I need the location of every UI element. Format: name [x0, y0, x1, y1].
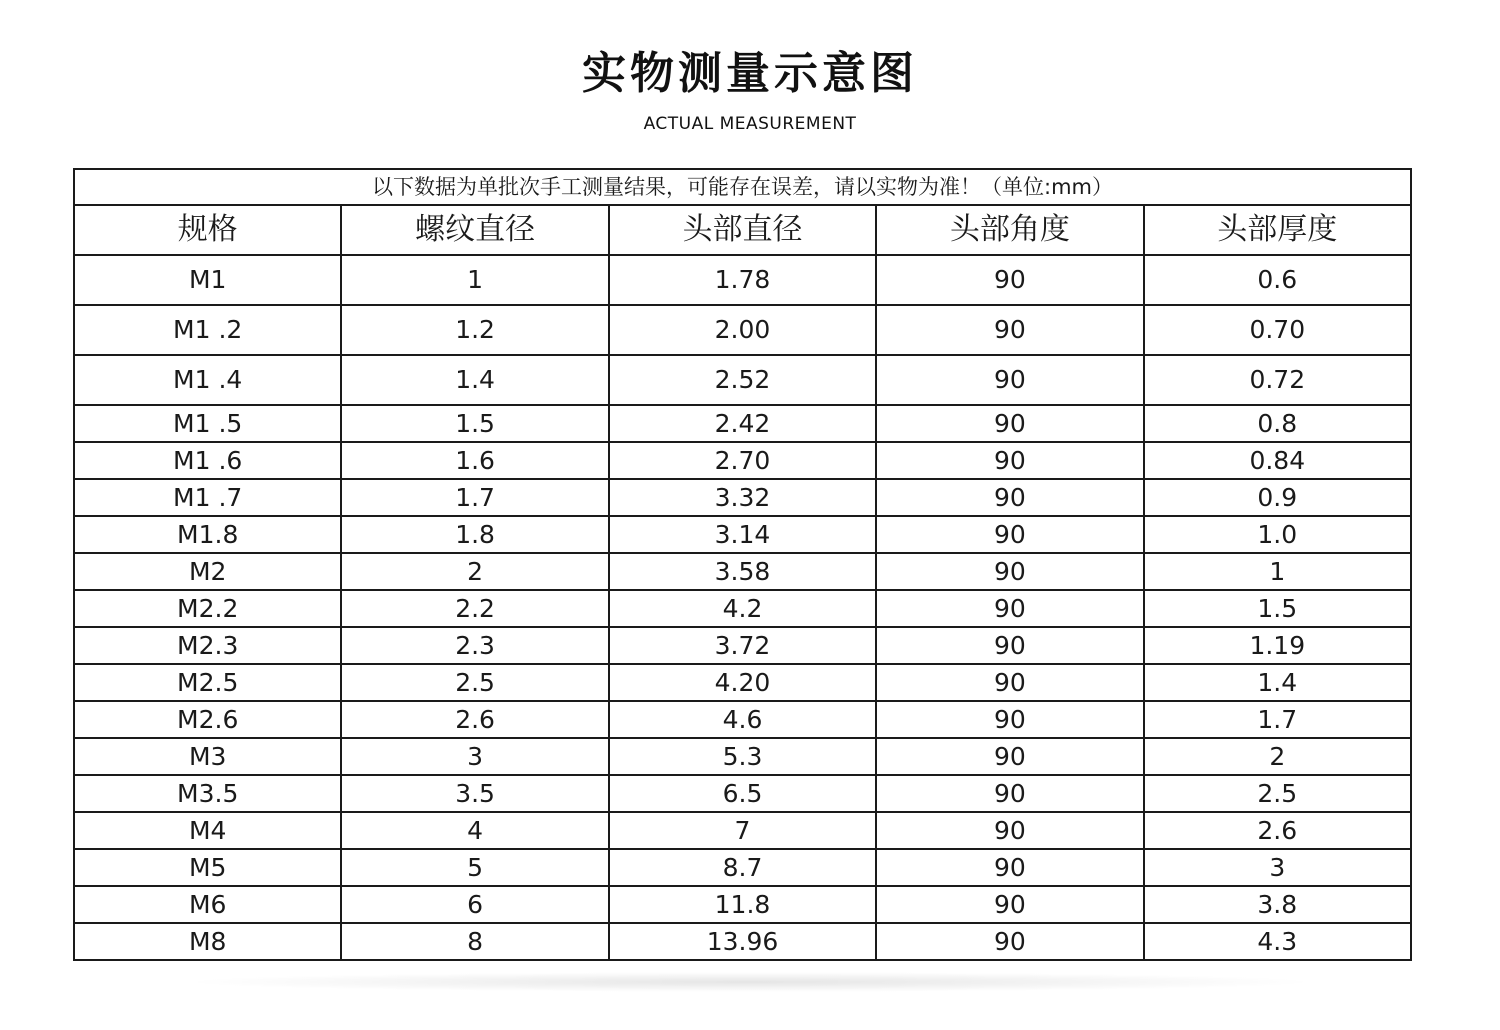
table-row	[74, 442, 1411, 479]
cell-head-thickness: 2.6	[1144, 812, 1411, 849]
cell-head-diameter: 1.78	[609, 255, 876, 305]
cell-head-thickness: 1.0	[1144, 516, 1411, 553]
cell-head-thickness: 1.7	[1144, 701, 1411, 738]
table-row	[74, 553, 1411, 590]
notice-row	[74, 169, 1411, 205]
cell-head-angle: 90	[876, 849, 1143, 886]
cell-head-diameter: 11.8	[609, 886, 876, 923]
cell-thread-diameter: 6	[341, 886, 608, 923]
cell-head-diameter: 8.7	[609, 849, 876, 886]
cell-spec: M6	[74, 886, 341, 923]
cell-spec: M1	[74, 255, 341, 305]
cell-head-angle: 90	[876, 627, 1143, 664]
cell-head-thickness: 2	[1144, 738, 1411, 775]
cell-thread-diameter: 2.2	[341, 590, 608, 627]
table-row	[74, 775, 1411, 812]
table-row	[74, 479, 1411, 516]
cell-head-thickness: 0.9	[1144, 479, 1411, 516]
table-row	[74, 886, 1411, 923]
table-row	[74, 701, 1411, 738]
cell-head-thickness: 1	[1144, 553, 1411, 590]
cell-head-diameter: 3.72	[609, 627, 876, 664]
cell-head-angle: 90	[876, 664, 1143, 701]
cell-head-thickness: 0.8	[1144, 405, 1411, 442]
table-body	[74, 255, 1411, 960]
cell-spec: M3	[74, 738, 341, 775]
cell-thread-diameter: 5	[341, 849, 608, 886]
column-header-thread-diameter: 螺纹直径	[341, 205, 608, 255]
cell-head-thickness: 1.5	[1144, 590, 1411, 627]
cell-spec: M1 .2	[74, 305, 341, 355]
cell-head-angle: 90	[876, 886, 1143, 923]
cell-head-angle: 90	[876, 516, 1143, 553]
column-header-head-diameter: 头部直径	[609, 205, 876, 255]
cell-head-diameter: 5.3	[609, 738, 876, 775]
table-row	[74, 849, 1411, 886]
cell-head-angle: 90	[876, 701, 1143, 738]
table-row	[74, 627, 1411, 664]
cell-thread-diameter: 4	[341, 812, 608, 849]
table-row	[74, 255, 1411, 305]
cell-head-thickness: 2.5	[1144, 775, 1411, 812]
cell-head-angle: 90	[876, 305, 1143, 355]
cell-head-thickness: 0.6	[1144, 255, 1411, 305]
table-row	[74, 405, 1411, 442]
cell-head-thickness: 3	[1144, 849, 1411, 886]
cell-spec: M1 .7	[74, 479, 341, 516]
column-header-head-angle: 头部角度	[876, 205, 1143, 255]
table-row	[74, 923, 1411, 960]
table-row	[74, 305, 1411, 355]
cell-thread-diameter: 1.4	[341, 355, 608, 405]
cell-spec: M3.5	[74, 775, 341, 812]
cell-thread-diameter: 8	[341, 923, 608, 960]
cell-head-diameter: 3.32	[609, 479, 876, 516]
cell-thread-diameter: 2	[341, 553, 608, 590]
cell-head-angle: 90	[876, 355, 1143, 405]
measurement-table	[73, 168, 1412, 961]
cell-head-diameter: 2.52	[609, 355, 876, 405]
cell-head-thickness: 0.70	[1144, 305, 1411, 355]
cell-head-angle: 90	[876, 812, 1143, 849]
cell-thread-diameter: 2.3	[341, 627, 608, 664]
table-row	[74, 355, 1411, 405]
cell-head-diameter: 4.6	[609, 701, 876, 738]
page-title: 实物测量示意图	[582, 48, 918, 99]
cell-spec: M2.5	[74, 664, 341, 701]
cell-head-thickness: 4.3	[1144, 923, 1411, 960]
cell-thread-diameter: 1.7	[341, 479, 608, 516]
cell-head-angle: 90	[876, 738, 1143, 775]
cell-head-diameter: 13.96	[609, 923, 876, 960]
cell-thread-diameter: 1.5	[341, 405, 608, 442]
cell-head-angle: 90	[876, 553, 1143, 590]
cell-spec: M8	[74, 923, 341, 960]
page-subtitle: ACTUAL MEASUREMENT	[643, 114, 857, 134]
cell-spec: M5	[74, 849, 341, 886]
cell-head-diameter: 7	[609, 812, 876, 849]
cell-head-diameter: 3.58	[609, 553, 876, 590]
cell-thread-diameter: 3.5	[341, 775, 608, 812]
cell-thread-diameter: 1	[341, 255, 608, 305]
cell-head-thickness: 1.4	[1144, 664, 1411, 701]
cell-head-angle: 90	[876, 775, 1143, 812]
header-row	[74, 205, 1411, 255]
table-row	[74, 664, 1411, 701]
table-shadow	[180, 972, 1320, 992]
cell-spec: M2.3	[74, 627, 341, 664]
cell-spec: M1 .6	[74, 442, 341, 479]
cell-head-thickness: 0.72	[1144, 355, 1411, 405]
cell-spec: M4	[74, 812, 341, 849]
table-row	[74, 738, 1411, 775]
cell-head-diameter: 3.14	[609, 516, 876, 553]
cell-head-angle: 90	[876, 479, 1143, 516]
cell-thread-diameter: 1.8	[341, 516, 608, 553]
column-header-spec: 规格	[74, 205, 341, 255]
cell-head-diameter: 2.70	[609, 442, 876, 479]
cell-head-angle: 90	[876, 442, 1143, 479]
cell-spec: M2	[74, 553, 341, 590]
cell-thread-diameter: 2.5	[341, 664, 608, 701]
cell-spec: M2.6	[74, 701, 341, 738]
cell-head-diameter: 2.42	[609, 405, 876, 442]
cell-thread-diameter: 1.6	[341, 442, 608, 479]
cell-head-diameter: 6.5	[609, 775, 876, 812]
column-header-head-thickness: 头部厚度	[1144, 205, 1411, 255]
notice-text: 以下数据为单批次手工测量结果，可能存在误差，请以实物为准！（单位:mm）	[74, 169, 1411, 205]
cell-spec: M2.2	[74, 590, 341, 627]
table-row	[74, 516, 1411, 553]
cell-head-angle: 90	[876, 590, 1143, 627]
cell-head-thickness: 0.84	[1144, 442, 1411, 479]
cell-head-angle: 90	[876, 923, 1143, 960]
cell-thread-diameter: 1.2	[341, 305, 608, 355]
cell-spec: M1 .4	[74, 355, 341, 405]
cell-spec: M1.8	[74, 516, 341, 553]
cell-head-diameter: 2.00	[609, 305, 876, 355]
cell-head-thickness: 3.8	[1144, 886, 1411, 923]
table-row	[74, 590, 1411, 627]
cell-head-angle: 90	[876, 405, 1143, 442]
cell-head-angle: 90	[876, 255, 1143, 305]
table-row	[74, 812, 1411, 849]
cell-thread-diameter: 2.6	[341, 701, 608, 738]
cell-head-thickness: 1.19	[1144, 627, 1411, 664]
cell-thread-diameter: 3	[341, 738, 608, 775]
cell-spec: M1 .5	[74, 405, 341, 442]
cell-head-diameter: 4.20	[609, 664, 876, 701]
cell-head-diameter: 4.2	[609, 590, 876, 627]
